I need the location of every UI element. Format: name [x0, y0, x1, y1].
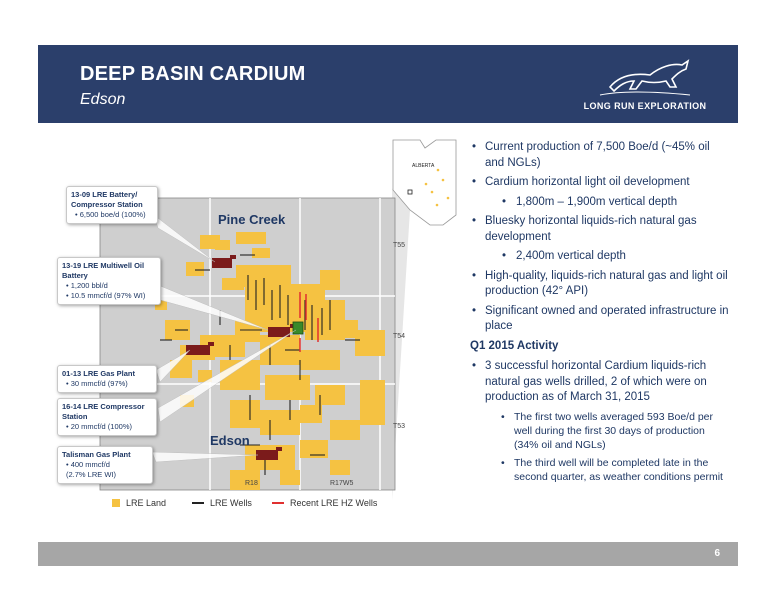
callout-title: 01-13 LRE Gas Plant: [62, 369, 135, 378]
bullet-item: • 3 successful horizontal Cardium liquids-rich natural gas wells drilled, 2 of which were on production as of March 31, 2015: [470, 359, 732, 406]
callout-detail: • 400 mmcf/d: [66, 460, 110, 469]
callout-detail: • 1,200 bbl/d: [66, 281, 108, 290]
callout-title: Talisman Gas Plant: [62, 450, 131, 459]
callout-16-14-compressor: [57, 398, 157, 436]
legend-item-lre-land: [112, 498, 166, 508]
legend-label: Recent LRE HZ Wells: [290, 498, 378, 508]
hz-well-line-icon: [272, 502, 284, 504]
callout-13-19-oil-battery: [57, 257, 161, 305]
bullet-item: • Cardium horizontal light oil development: [470, 175, 732, 191]
bullet-list: [470, 140, 732, 488]
facility-16-14-green: [293, 322, 303, 334]
place-label-edson: Edson: [210, 433, 250, 448]
callout-title: 13-09 LRE Battery/ Compressor Station: [71, 190, 143, 209]
legend-item-recent-hz-wells: [272, 498, 377, 508]
callout-detail: • 30 mmcf/d (97%): [66, 379, 128, 388]
slide-title: DEEP BASIN CARDIUM: [80, 63, 306, 85]
footer-bar: [38, 542, 738, 566]
range-label: R17W5: [330, 480, 354, 487]
facility-13-09: [212, 258, 232, 268]
sub-bullet-item: • 1,800m – 1,900m vertical depth: [470, 195, 732, 211]
sub-bullet-item: • 2,400m vertical depth: [470, 249, 732, 265]
callout-title: 13-19 LRE Multiwell Oil Battery: [62, 261, 145, 280]
township-label: T54: [393, 333, 406, 340]
land-swatch-icon: [112, 499, 120, 507]
legend-label: LRE Land: [126, 498, 167, 508]
callout-detail: • 6,500 boe/d (100%): [75, 210, 146, 219]
sub-bullet-item: • The third well will be completed late in the second quarter, as weather conditions permit: [470, 456, 732, 484]
township-label: T53: [393, 423, 406, 430]
range-label: R18: [245, 480, 258, 487]
bullet-item: • Significant owned and operated infrastructure in place: [470, 304, 732, 335]
callout-detail: • 20 mmcf/d (100%): [66, 422, 132, 431]
legend-item-lre-wells: [192, 498, 252, 508]
place-label-pine-creek: Pine Creek: [218, 212, 286, 227]
township-label: T55: [393, 242, 406, 249]
callout-talisman-gas-plant: [57, 446, 153, 484]
bullet-item: • High-quality, liquids-rich natural gas and light oil production (42° API): [470, 269, 732, 300]
bullet-item: • Current production of 7,500 Boe/d (~45% oil and NGLs): [470, 140, 732, 171]
legend-label: LRE Wells: [210, 498, 252, 508]
section-heading: Q1 2015 Activity: [470, 339, 559, 352]
callout-detail: (2.7% LRE WI): [66, 470, 117, 479]
bullet-item: • Bluesky horizontal liquids-rich natural gas development: [470, 214, 732, 245]
callout-detail: • 10.5 mmcf/d (97% WI): [66, 291, 146, 300]
logo-text: LONG RUN EXPLORATION: [583, 101, 707, 111]
inset-label: ALBERTA: [412, 163, 435, 169]
callout-13-09-battery: [66, 186, 158, 224]
callout-01-13-gas-plant: [57, 365, 157, 393]
slide-subtitle: Edson: [80, 91, 126, 108]
facility-talisman: [256, 450, 278, 460]
callout-title: 16-14 LRE Compressor Station: [62, 402, 145, 421]
page-number: 6: [714, 548, 720, 559]
sub-bullet-item: • The first two wells averaged 593 Boe/d per well during the first 30 days of production (34% oil and NGLs): [470, 410, 732, 452]
well-line-icon: [192, 502, 204, 504]
